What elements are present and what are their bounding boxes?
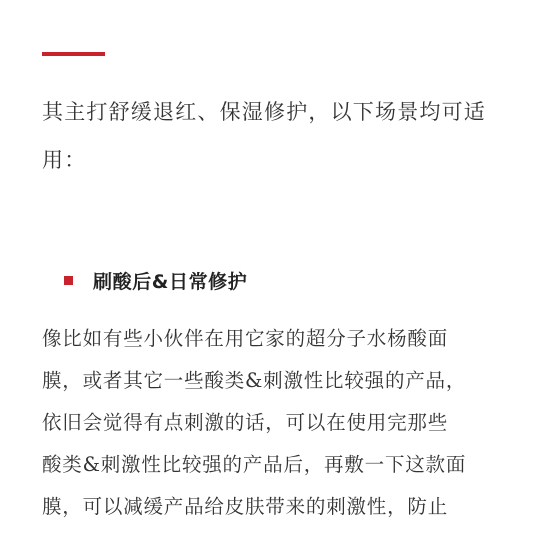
accent-bar [42,52,105,56]
section-heading [64,265,247,295]
body-line: 像比如有些小伙伴在用它家的超分子水杨酸面 [42,327,449,350]
body-line: 膜，或者其它一些酸类&刺激性比较强的产品， [42,369,467,392]
body-paragraph [42,318,512,528]
section-title: 刷酸后&日常修护 [93,270,248,293]
intro-paragraph: 其主打舒缓退红、保湿修护，以下场景均可适用： [42,100,486,172]
square-bullet-icon [64,276,73,285]
body-line: 酸类&刺激性比较强的产品后，再敷一下这款面 [42,453,467,476]
body-line: 依旧会觉得有点刺激的话，可以在使用完那些 [42,411,449,434]
body-line: 膜，可以减缓产品给皮肤带来的刺激性，防止 [42,495,449,518]
